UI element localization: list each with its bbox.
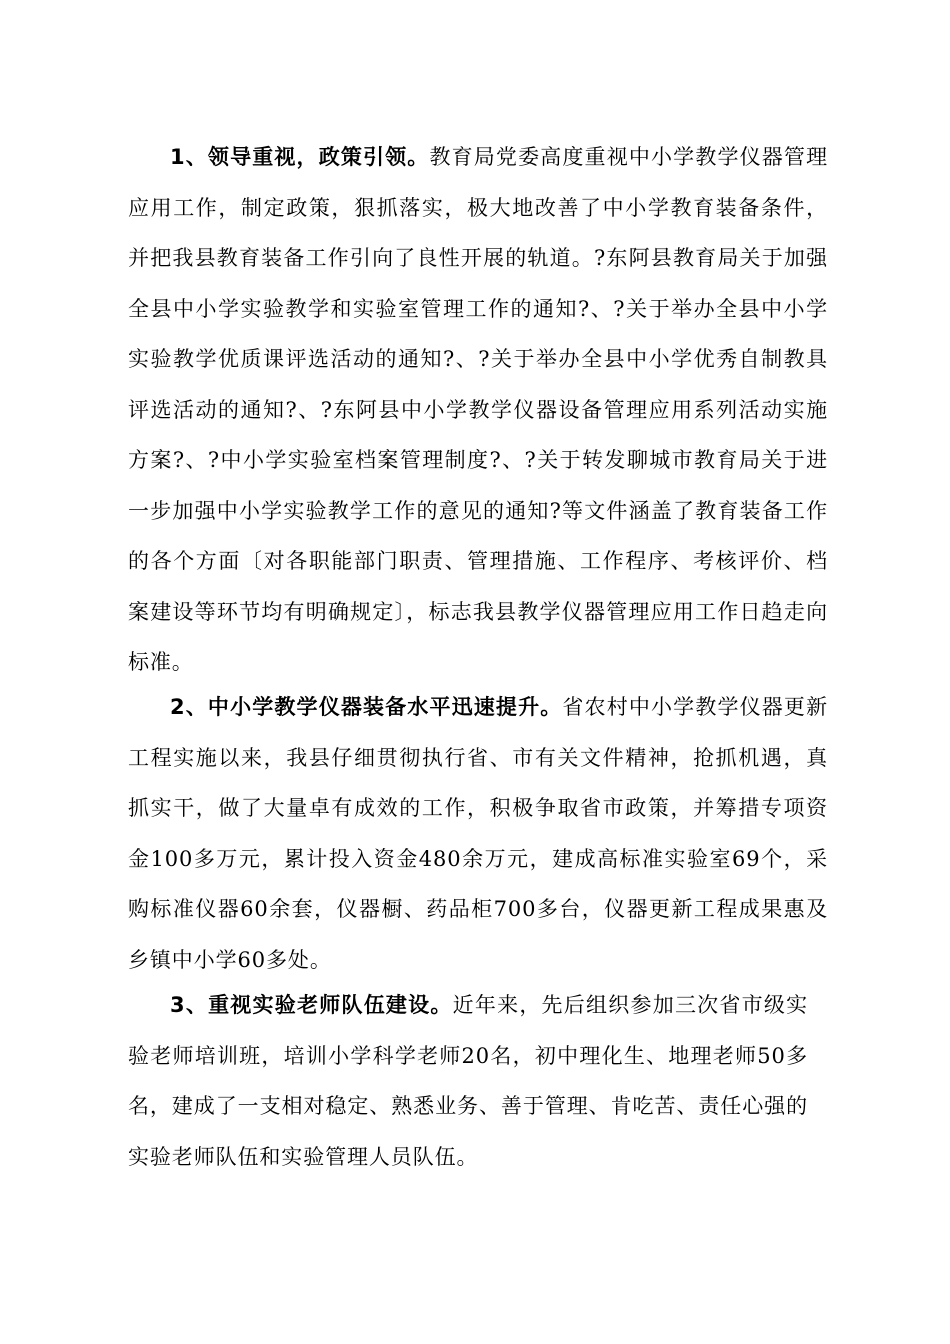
paragraph-equipment-level [128, 682, 828, 985]
paragraph-leadership-policy [128, 132, 828, 688]
paragraph-teacher-team [128, 980, 808, 1182]
paragraph-heading: 2、中小学教学仪器装备水平迅速提升。 [170, 695, 563, 719]
paragraph-heading: 3、重视实验老师队伍建设。 [170, 993, 453, 1017]
paragraph-body: 近年来，先后组织参加三次省市级实验老师培训班，培训小学科学老师20名，初中理化生、地理老师50多名，建成了一支相对稳定、熟悉业务、善于管理、肯吃苦、责任心强的实验老师队伍和实验管理人员队伍。 [128, 993, 808, 1169]
paragraph-body: 教育局党委高度重视中小学教学仪器管理应用工作，制定政策，狠抓落实，极大地改善了中小学教育装备条件，并把我县教育装备工作引向了良性开展的轨道。?东阿县教育局关于加强全县中小学实验教学和实验室管理工作的通知?、?关于举办全县中小学实验教学优质课评选活动的通知?、?关于举办全县中小学优秀自制教具评选活动的通知?、?东阿县中小学教学仪器设备管理应用系列活动实施方案?、?中小学实验室档案管理制度?、?关于转发聊城市教育局关于进一步加强中小学实验教学工作的意见的通知?等文件涵盖了教育装备工作的各个方面〔对各职能部门职责、管理措施、工作程序、考核评价、档案建设等环节均有明确规定〕，标志我县教学仪器管理应用工作日趋走向标准。 [128, 145, 828, 674]
paragraph-body: 省农村中小学教学仪器更新工程实施以来，我县仔细贯彻执行省、市有关文件精神，抢抓机遇，真抓实干，做了大量卓有成效的工作，积极争取省市政策，并筹措专项资金100多万元，累计投入资金480余万元，建成高标准实验室69个，采购标准仪器60余套，仪器橱、药品柜700多台，仪器更新工程成果惠及乡镇中小学60多处。 [128, 695, 828, 972]
paragraph-heading: 1、领导重视，政策引领。 [170, 145, 430, 169]
